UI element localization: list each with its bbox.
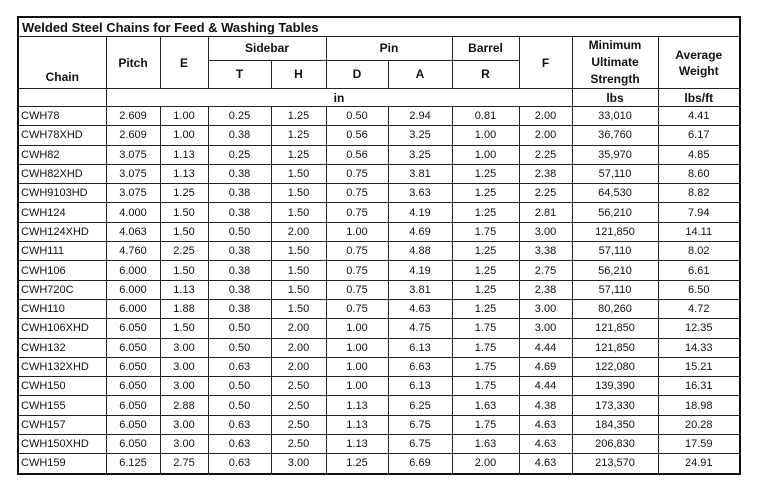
cell-avg-weight: 6.61 <box>658 261 740 280</box>
cell-t: 0.63 <box>208 454 271 474</box>
cell-chain: CWH157 <box>18 415 106 434</box>
cell-d: 0.75 <box>326 280 388 299</box>
header-d: D <box>326 60 388 88</box>
cell-chain: CWH132XHD <box>18 357 106 376</box>
cell-min-strength: 121,850 <box>572 319 658 338</box>
cell-pitch: 6.050 <box>106 338 160 357</box>
header-e: E <box>160 37 208 89</box>
cell-a: 6.75 <box>388 415 452 434</box>
cell-pitch: 6.050 <box>106 357 160 376</box>
cell-avg-weight: 4.72 <box>658 299 740 318</box>
cell-f: 2.38 <box>519 164 572 183</box>
cell-avg-weight: 20.28 <box>658 415 740 434</box>
cell-min-strength: 64,530 <box>572 184 658 203</box>
cell-h: 2.00 <box>271 338 326 357</box>
cell-pitch: 4.760 <box>106 242 160 261</box>
cell-h: 1.50 <box>271 203 326 222</box>
cell-chain: CWH78 <box>18 107 106 126</box>
cell-chain: CWH720C <box>18 280 106 299</box>
cell-f: 4.63 <box>519 454 572 474</box>
cell-pitch: 6.000 <box>106 299 160 318</box>
cell-e: 1.50 <box>160 261 208 280</box>
cell-h: 1.50 <box>271 261 326 280</box>
cell-chain: CWH155 <box>18 396 106 415</box>
cell-d: 1.13 <box>326 435 388 454</box>
cell-pitch: 3.075 <box>106 184 160 203</box>
cell-r: 1.63 <box>452 396 519 415</box>
cell-e: 2.25 <box>160 242 208 261</box>
cell-h: 1.50 <box>271 242 326 261</box>
cell-e: 1.50 <box>160 203 208 222</box>
cell-h: 2.50 <box>271 396 326 415</box>
cell-r: 1.25 <box>452 203 519 222</box>
cell-e: 3.00 <box>160 357 208 376</box>
table-title: Welded Steel Chains for Feed & Washing Tables <box>18 17 740 37</box>
cell-h: 1.50 <box>271 280 326 299</box>
cell-d: 0.75 <box>326 242 388 261</box>
cell-t: 0.50 <box>208 319 271 338</box>
cell-t: 0.50 <box>208 377 271 396</box>
header-sidebar: Sidebar <box>208 37 326 61</box>
header-unit-lbsft: lbs/ft <box>658 89 740 107</box>
cell-a: 3.63 <box>388 184 452 203</box>
cell-e: 1.13 <box>160 164 208 183</box>
cell-avg-weight: 6.50 <box>658 280 740 299</box>
cell-f: 4.63 <box>519 435 572 454</box>
header-h: H <box>271 60 326 88</box>
cell-pitch: 6.050 <box>106 415 160 434</box>
cell-f: 3.00 <box>519 299 572 318</box>
header-barrel: Barrel <box>452 37 519 61</box>
cell-e: 1.00 <box>160 126 208 145</box>
cell-chain: CWH106XHD <box>18 319 106 338</box>
cell-h: 3.00 <box>271 454 326 474</box>
cell-chain: CWH132 <box>18 338 106 357</box>
cell-e: 1.13 <box>160 145 208 164</box>
cell-min-strength: 80,260 <box>572 299 658 318</box>
cell-r: 2.00 <box>452 454 519 474</box>
cell-f: 2.81 <box>519 203 572 222</box>
cell-d: 1.13 <box>326 415 388 434</box>
cell-t: 0.50 <box>208 338 271 357</box>
cell-pitch: 4.063 <box>106 222 160 241</box>
cell-pitch: 3.075 <box>106 145 160 164</box>
cell-min-strength: 57,110 <box>572 242 658 261</box>
cell-f: 3.38 <box>519 242 572 261</box>
cell-f: 2.25 <box>519 145 572 164</box>
table-row <box>18 435 740 454</box>
cell-d: 0.75 <box>326 203 388 222</box>
cell-t: 0.25 <box>208 145 271 164</box>
cell-r: 1.25 <box>452 242 519 261</box>
cell-a: 4.69 <box>388 222 452 241</box>
cell-t: 0.63 <box>208 357 271 376</box>
table-body <box>18 107 740 474</box>
cell-d: 0.56 <box>326 145 388 164</box>
cell-min-strength: 213,570 <box>572 454 658 474</box>
cell-t: 0.63 <box>208 435 271 454</box>
cell-pitch: 6.050 <box>106 435 160 454</box>
cell-chain: CWH124 <box>18 203 106 222</box>
cell-a: 6.69 <box>388 454 452 474</box>
cell-a: 3.25 <box>388 145 452 164</box>
cell-min-strength: 139,390 <box>572 377 658 396</box>
cell-chain: CWH110 <box>18 299 106 318</box>
table-row <box>18 415 740 434</box>
cell-f: 3.00 <box>519 319 572 338</box>
spec-table-container <box>17 16 739 475</box>
cell-t: 0.63 <box>208 415 271 434</box>
header-chain: Chain <box>18 37 106 89</box>
cell-e: 2.75 <box>160 454 208 474</box>
cell-d: 0.75 <box>326 261 388 280</box>
cell-f: 4.69 <box>519 357 572 376</box>
cell-e: 3.00 <box>160 415 208 434</box>
cell-f: 2.25 <box>519 184 572 203</box>
cell-r: 1.00 <box>452 145 519 164</box>
cell-chain: CWH106 <box>18 261 106 280</box>
cell-chain: CWH150 <box>18 377 106 396</box>
cell-d: 1.00 <box>326 357 388 376</box>
cell-h: 2.00 <box>271 319 326 338</box>
table-row <box>18 299 740 318</box>
table-row <box>18 184 740 203</box>
cell-pitch: 6.050 <box>106 377 160 396</box>
cell-a: 4.75 <box>388 319 452 338</box>
table-row <box>18 396 740 415</box>
cell-d: 0.50 <box>326 107 388 126</box>
cell-avg-weight: 8.02 <box>658 242 740 261</box>
cell-min-strength: 206,830 <box>572 435 658 454</box>
cell-avg-weight: 18.98 <box>658 396 740 415</box>
cell-min-strength: 184,350 <box>572 415 658 434</box>
cell-a: 6.63 <box>388 357 452 376</box>
cell-a: 6.13 <box>388 377 452 396</box>
cell-f: 2.00 <box>519 126 572 145</box>
cell-pitch: 3.075 <box>106 164 160 183</box>
cell-d: 0.75 <box>326 164 388 183</box>
cell-d: 1.00 <box>326 338 388 357</box>
cell-e: 1.00 <box>160 107 208 126</box>
cell-pitch: 6.000 <box>106 261 160 280</box>
cell-e: 3.00 <box>160 338 208 357</box>
cell-min-strength: 33,010 <box>572 107 658 126</box>
cell-t: 0.38 <box>208 299 271 318</box>
cell-a: 6.25 <box>388 396 452 415</box>
table-row <box>18 280 740 299</box>
cell-a: 4.19 <box>388 261 452 280</box>
cell-f: 4.63 <box>519 415 572 434</box>
cell-avg-weight: 24.91 <box>658 454 740 474</box>
table-row <box>18 242 740 261</box>
cell-f: 2.38 <box>519 280 572 299</box>
table-row <box>18 126 740 145</box>
header-min-strength: Minimum Ultimate Strength <box>572 37 658 89</box>
header-unit-lbs: lbs <box>572 89 658 107</box>
cell-a: 3.25 <box>388 126 452 145</box>
cell-a: 3.81 <box>388 280 452 299</box>
cell-h: 1.25 <box>271 145 326 164</box>
cell-h: 2.00 <box>271 222 326 241</box>
cell-d: 1.25 <box>326 454 388 474</box>
cell-f: 4.44 <box>519 338 572 357</box>
cell-chain: CWH150XHD <box>18 435 106 454</box>
cell-h: 2.00 <box>271 357 326 376</box>
cell-avg-weight: 6.17 <box>658 126 740 145</box>
table-row <box>18 377 740 396</box>
welded-steel-chains-table <box>17 16 741 475</box>
cell-pitch: 6.050 <box>106 319 160 338</box>
header-f: F <box>519 37 572 89</box>
cell-pitch: 2.609 <box>106 107 160 126</box>
cell-a: 6.75 <box>388 435 452 454</box>
header-pin: Pin <box>326 37 452 61</box>
cell-f: 2.75 <box>519 261 572 280</box>
cell-r: 1.00 <box>452 126 519 145</box>
cell-chain: CWH78XHD <box>18 126 106 145</box>
cell-min-strength: 36,760 <box>572 126 658 145</box>
header-pitch: Pitch <box>106 37 160 89</box>
cell-chain: CWH124XHD <box>18 222 106 241</box>
cell-e: 1.13 <box>160 280 208 299</box>
cell-avg-weight: 4.41 <box>658 107 740 126</box>
cell-e: 2.88 <box>160 396 208 415</box>
cell-chain: CWH82XHD <box>18 164 106 183</box>
cell-t: 0.50 <box>208 396 271 415</box>
cell-pitch: 6.050 <box>106 396 160 415</box>
cell-h: 2.50 <box>271 435 326 454</box>
cell-min-strength: 121,850 <box>572 338 658 357</box>
cell-d: 1.13 <box>326 396 388 415</box>
table-row <box>18 357 740 376</box>
cell-a: 6.13 <box>388 338 452 357</box>
cell-pitch: 2.609 <box>106 126 160 145</box>
cell-min-strength: 57,110 <box>572 164 658 183</box>
table-row <box>18 222 740 241</box>
cell-min-strength: 173,330 <box>572 396 658 415</box>
cell-h: 1.25 <box>271 126 326 145</box>
table-row <box>18 107 740 126</box>
table-row <box>18 164 740 183</box>
cell-avg-weight: 16.31 <box>658 377 740 396</box>
cell-f: 4.38 <box>519 396 572 415</box>
cell-t: 0.25 <box>208 107 271 126</box>
cell-pitch: 6.125 <box>106 454 160 474</box>
cell-r: 1.75 <box>452 357 519 376</box>
cell-t: 0.50 <box>208 222 271 241</box>
cell-h: 1.50 <box>271 184 326 203</box>
cell-f: 3.00 <box>519 222 572 241</box>
cell-d: 1.00 <box>326 222 388 241</box>
cell-f: 2.00 <box>519 107 572 126</box>
cell-r: 1.75 <box>452 319 519 338</box>
cell-chain: CWH9103HD <box>18 184 106 203</box>
cell-avg-weight: 14.33 <box>658 338 740 357</box>
header-unit-in: in <box>106 89 572 107</box>
cell-e: 1.50 <box>160 222 208 241</box>
cell-r: 1.25 <box>452 299 519 318</box>
cell-min-strength: 35,970 <box>572 145 658 164</box>
table-row <box>18 145 740 164</box>
table-row <box>18 454 740 474</box>
cell-r: 0.81 <box>452 107 519 126</box>
cell-avg-weight: 15.21 <box>658 357 740 376</box>
header-r: R <box>452 60 519 88</box>
cell-e: 3.00 <box>160 435 208 454</box>
cell-a: 4.88 <box>388 242 452 261</box>
cell-d: 0.75 <box>326 299 388 318</box>
header-avg-weight: Average Weight <box>658 37 740 89</box>
cell-r: 1.75 <box>452 338 519 357</box>
cell-a: 2.94 <box>388 107 452 126</box>
cell-avg-weight: 14.11 <box>658 222 740 241</box>
cell-h: 2.50 <box>271 377 326 396</box>
header-a: A <box>388 60 452 88</box>
cell-pitch: 6.000 <box>106 280 160 299</box>
cell-min-strength: 57,110 <box>572 280 658 299</box>
cell-h: 1.50 <box>271 164 326 183</box>
cell-min-strength: 122,080 <box>572 357 658 376</box>
table-row <box>18 261 740 280</box>
cell-a: 4.19 <box>388 203 452 222</box>
cell-chain: CWH111 <box>18 242 106 261</box>
header-unit-blank <box>18 89 106 107</box>
cell-r: 1.25 <box>452 164 519 183</box>
cell-e: 3.00 <box>160 377 208 396</box>
cell-avg-weight: 8.82 <box>658 184 740 203</box>
cell-avg-weight: 4.85 <box>658 145 740 164</box>
table-row <box>18 203 740 222</box>
cell-r: 1.25 <box>452 261 519 280</box>
cell-d: 0.56 <box>326 126 388 145</box>
cell-r: 1.75 <box>452 377 519 396</box>
cell-t: 0.38 <box>208 280 271 299</box>
cell-avg-weight: 7.94 <box>658 203 740 222</box>
cell-avg-weight: 8.60 <box>658 164 740 183</box>
cell-min-strength: 56,210 <box>572 261 658 280</box>
cell-r: 1.25 <box>452 280 519 299</box>
cell-e: 1.50 <box>160 319 208 338</box>
cell-t: 0.38 <box>208 184 271 203</box>
cell-r: 1.63 <box>452 435 519 454</box>
cell-chain: CWH159 <box>18 454 106 474</box>
cell-r: 1.75 <box>452 415 519 434</box>
cell-pitch: 4.000 <box>106 203 160 222</box>
cell-r: 1.75 <box>452 222 519 241</box>
cell-h: 1.25 <box>271 107 326 126</box>
cell-d: 0.75 <box>326 184 388 203</box>
cell-t: 0.38 <box>208 126 271 145</box>
cell-avg-weight: 12.35 <box>658 319 740 338</box>
table-row <box>18 338 740 357</box>
cell-avg-weight: 17.59 <box>658 435 740 454</box>
header-t: T <box>208 60 271 88</box>
cell-e: 1.88 <box>160 299 208 318</box>
cell-h: 1.50 <box>271 299 326 318</box>
cell-min-strength: 121,850 <box>572 222 658 241</box>
cell-t: 0.38 <box>208 203 271 222</box>
cell-h: 2.50 <box>271 415 326 434</box>
cell-a: 3.81 <box>388 164 452 183</box>
cell-d: 1.00 <box>326 319 388 338</box>
cell-t: 0.38 <box>208 242 271 261</box>
cell-t: 0.38 <box>208 261 271 280</box>
cell-min-strength: 56,210 <box>572 203 658 222</box>
cell-d: 1.00 <box>326 377 388 396</box>
cell-f: 4.44 <box>519 377 572 396</box>
cell-t: 0.38 <box>208 164 271 183</box>
cell-e: 1.25 <box>160 184 208 203</box>
table-row <box>18 319 740 338</box>
cell-r: 1.25 <box>452 184 519 203</box>
cell-a: 4.63 <box>388 299 452 318</box>
cell-chain: CWH82 <box>18 145 106 164</box>
